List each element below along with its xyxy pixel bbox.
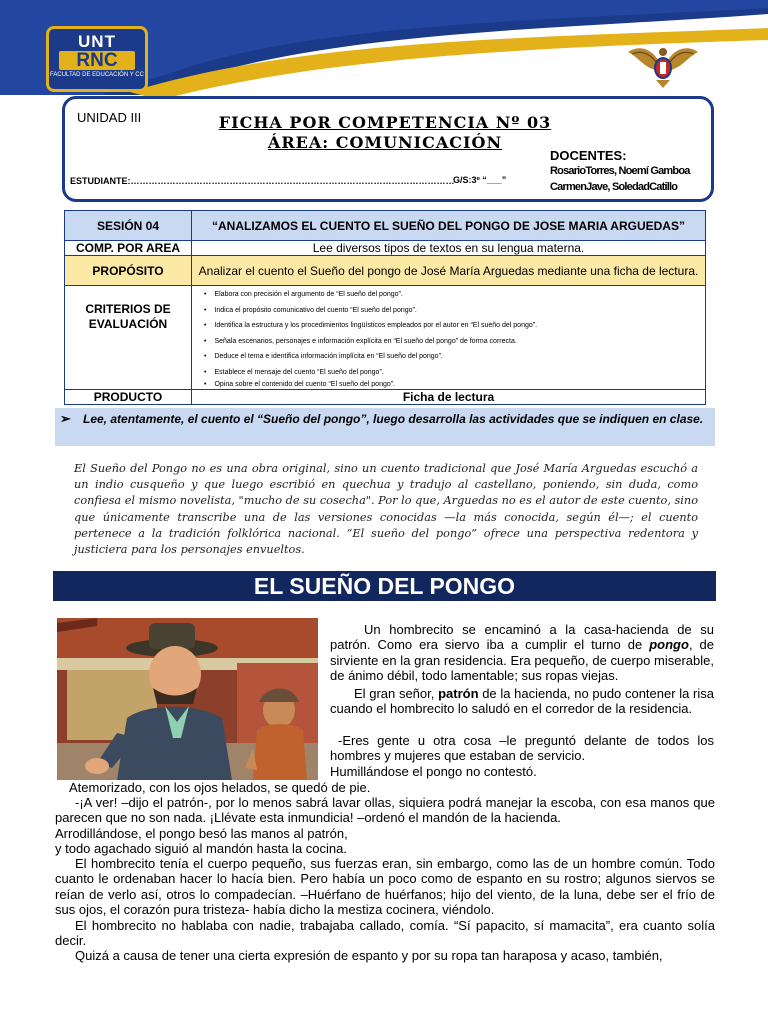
- criteria-item: • Opina sobre el contenido del cuento “El sueño del pongo”.: [204, 380, 701, 389]
- story-paragraph-11: Quizá a causa de tener una cierta expresión de espanto y por su ropa tan haraposa y acaso, también,: [75, 948, 663, 963]
- story-title: EL SUEÑO DEL PONGO: [53, 571, 716, 601]
- story-text: , de sirviente en la gran residencia. Era pequeño, de cuerpo miserable, de ánimo débil, todo lamentable; sus ropas viejas.: [330, 637, 715, 683]
- instruction-box: [55, 408, 715, 446]
- criteria-item: • Señala escenarios, personajes e información explícita en “El sueño del pongo” de forma correcta.: [204, 334, 701, 350]
- criteria-item: • Identifica la estructura y los procedimientos lingüísticos empleados por el autor en “El sueño del pongo”.: [204, 318, 701, 334]
- instruction-text: Lee, atentamente, el cuento el “Sueño del pongo”, luego desarrolla las actividades que se indiquen en clase.: [83, 412, 704, 426]
- competence-label: COMP. POR AREA: [65, 241, 192, 256]
- intro-paragraph: El Sueño del Pongo no es una obra original, sino un cuento tradicional que José María Arguedas escuchó a un indio cusqueño y que luego escribió en quechua y tradujo al castellano, poniendo, sin duda, como confiesa el mismo novelista, "mucho de su cosecha". Por lo que, Arguedas no es el autor de este cuento, sino que únicamente transcribe una de las versiones conocidas —la más conocida, según él—; el cuento pertenece a la tradición folklórica nacional. “El sueño del pongo” ofrece una perspectiva redentora y justiciera para los personajes envueltos.: [74, 462, 698, 557]
- teachers-names-line1: RosarioTorres, Noemí Gamboa: [550, 165, 690, 177]
- session-label: SESIÓN 04: [65, 211, 192, 241]
- worksheet-title: FICHA POR COMPETENCIA Nº 03: [218, 113, 552, 132]
- story-paragraph-4: Humillándose el pongo no contestó.: [330, 764, 537, 779]
- competence-value: Lee diversos tipos de textos en su lengua materna.: [192, 241, 706, 256]
- criteria-list: [196, 287, 701, 389]
- logo-text-top: UNT: [78, 32, 116, 51]
- criteria-item: • Deduce el tema e identifica información implícita en “El sueño del pongo”.: [204, 349, 701, 365]
- product-value: Ficha de lectura: [192, 390, 706, 405]
- grade-section-field: G/S:3º “___”: [453, 175, 507, 185]
- arrow-bullet-icon: ➢: [60, 411, 71, 426]
- logo-text-middle: RNC: [59, 51, 135, 70]
- logo-text-bottom: FACULTAD DE EDUCACIÓN Y CC: [50, 72, 144, 78]
- criteria-item: • Elabora con precisión el argumento de “El sueño del pongo”.: [204, 287, 701, 303]
- session-title: “ANALIZAMOS EL CUENTO EL SUEÑO DEL PONGO DE JOSE MARIA ARGUEDAS”: [192, 211, 706, 241]
- story-paragraph-8: y todo agachado siguió al mandón hasta la cocina.: [55, 841, 347, 856]
- story-emphasis-pongo: pongo: [649, 637, 689, 653]
- story-paragraph-1: [330, 622, 714, 683]
- area-title: ÁREA: COMUNICACIÓN: [267, 133, 503, 152]
- criteria-item: • Indica el propósito comunicativo del cuento “El sueño del pongo”.: [204, 303, 701, 319]
- unit-label: UNIDAD III: [77, 110, 142, 125]
- story-text: Un hombrecito se encaminó a la casa-hacienda de su patrón. Como era siervo iba a cumplir el turno de: [330, 622, 714, 653]
- story-paragraph-5: Atemorizado, con los ojos helados, se quedó de pie.: [69, 780, 371, 795]
- story-emphasis-patron: patrón: [438, 686, 479, 701]
- purpose-value: Analizar el cuento el Sueño del pongo de José María Arguedas mediante una ficha de lectura.: [192, 256, 706, 286]
- story-text: de la hacienda, no pudo contener la risa cuando el hombrecito lo saludó en el corredor de la residencia.: [330, 686, 715, 717]
- criteria-label: CRITERIOS DE EVALUACIÓN: [65, 286, 192, 390]
- story-paragraph-7: Arrodillándose, el pongo besó las manos al patrón,: [55, 826, 348, 841]
- story-paragraph-9: El hombrecito tenía el cuerpo pequeño, sus fuerzas eran, sin embargo, como las de un hombre común. Todo cuanto le ordenaban hacer lo hacía bien. Pero había un poco como de espanto en su rostro; algunos siervos se reían de verlo así, otros lo compadecían. –Huérfano de huérfanos; hijo del viento, de la luna, debe ser el frío de sus ojos, el corazón pura tristeza- había dicho la mestiza cocinera, viéndolo.: [55, 856, 715, 917]
- story-paragraph-2: [330, 686, 714, 717]
- story-paragraph-10: El hombrecito no hablaba con nadie, trabajaba callado, comía. “Sí papacito, sí mamacita”, era cuanto solía decir.: [55, 918, 715, 949]
- teachers-heading: DOCENTES:: [550, 148, 627, 163]
- story-paragraph-6: -¡A ver! –dijo el patrón-, por lo menos sabrá lavar ollas, siquiera podrá manejar la escoba, con esa manos que parecen que no son nada. ¡Llévate esta inmundicia! –ordenó el mandón de la hacienda.: [55, 795, 715, 826]
- student-field: ESTUDIANTE:………………………………………………………………………………………………: [70, 176, 455, 186]
- story-text: El gran señor,: [354, 686, 439, 701]
- criteria-item: • Establece el mensaje del cuento “El sueño del pongo”.: [204, 365, 701, 381]
- eagle-crest-icon: [626, 38, 700, 90]
- product-label: PRODUCTO: [65, 390, 192, 405]
- session-info-table: [64, 210, 706, 405]
- story-illustration: [57, 618, 318, 780]
- university-logo: [46, 26, 148, 92]
- purpose-label: PROPÓSITO: [65, 256, 192, 286]
- teachers-names-line2: CarmenJave, SoledadCatillo: [550, 181, 678, 193]
- criteria-list-cell: [192, 286, 706, 390]
- story-paragraph-3: -Eres gente u otra cosa –le preguntó delante de todos los hombres y mujeres que estaban de servicio.: [330, 733, 714, 764]
